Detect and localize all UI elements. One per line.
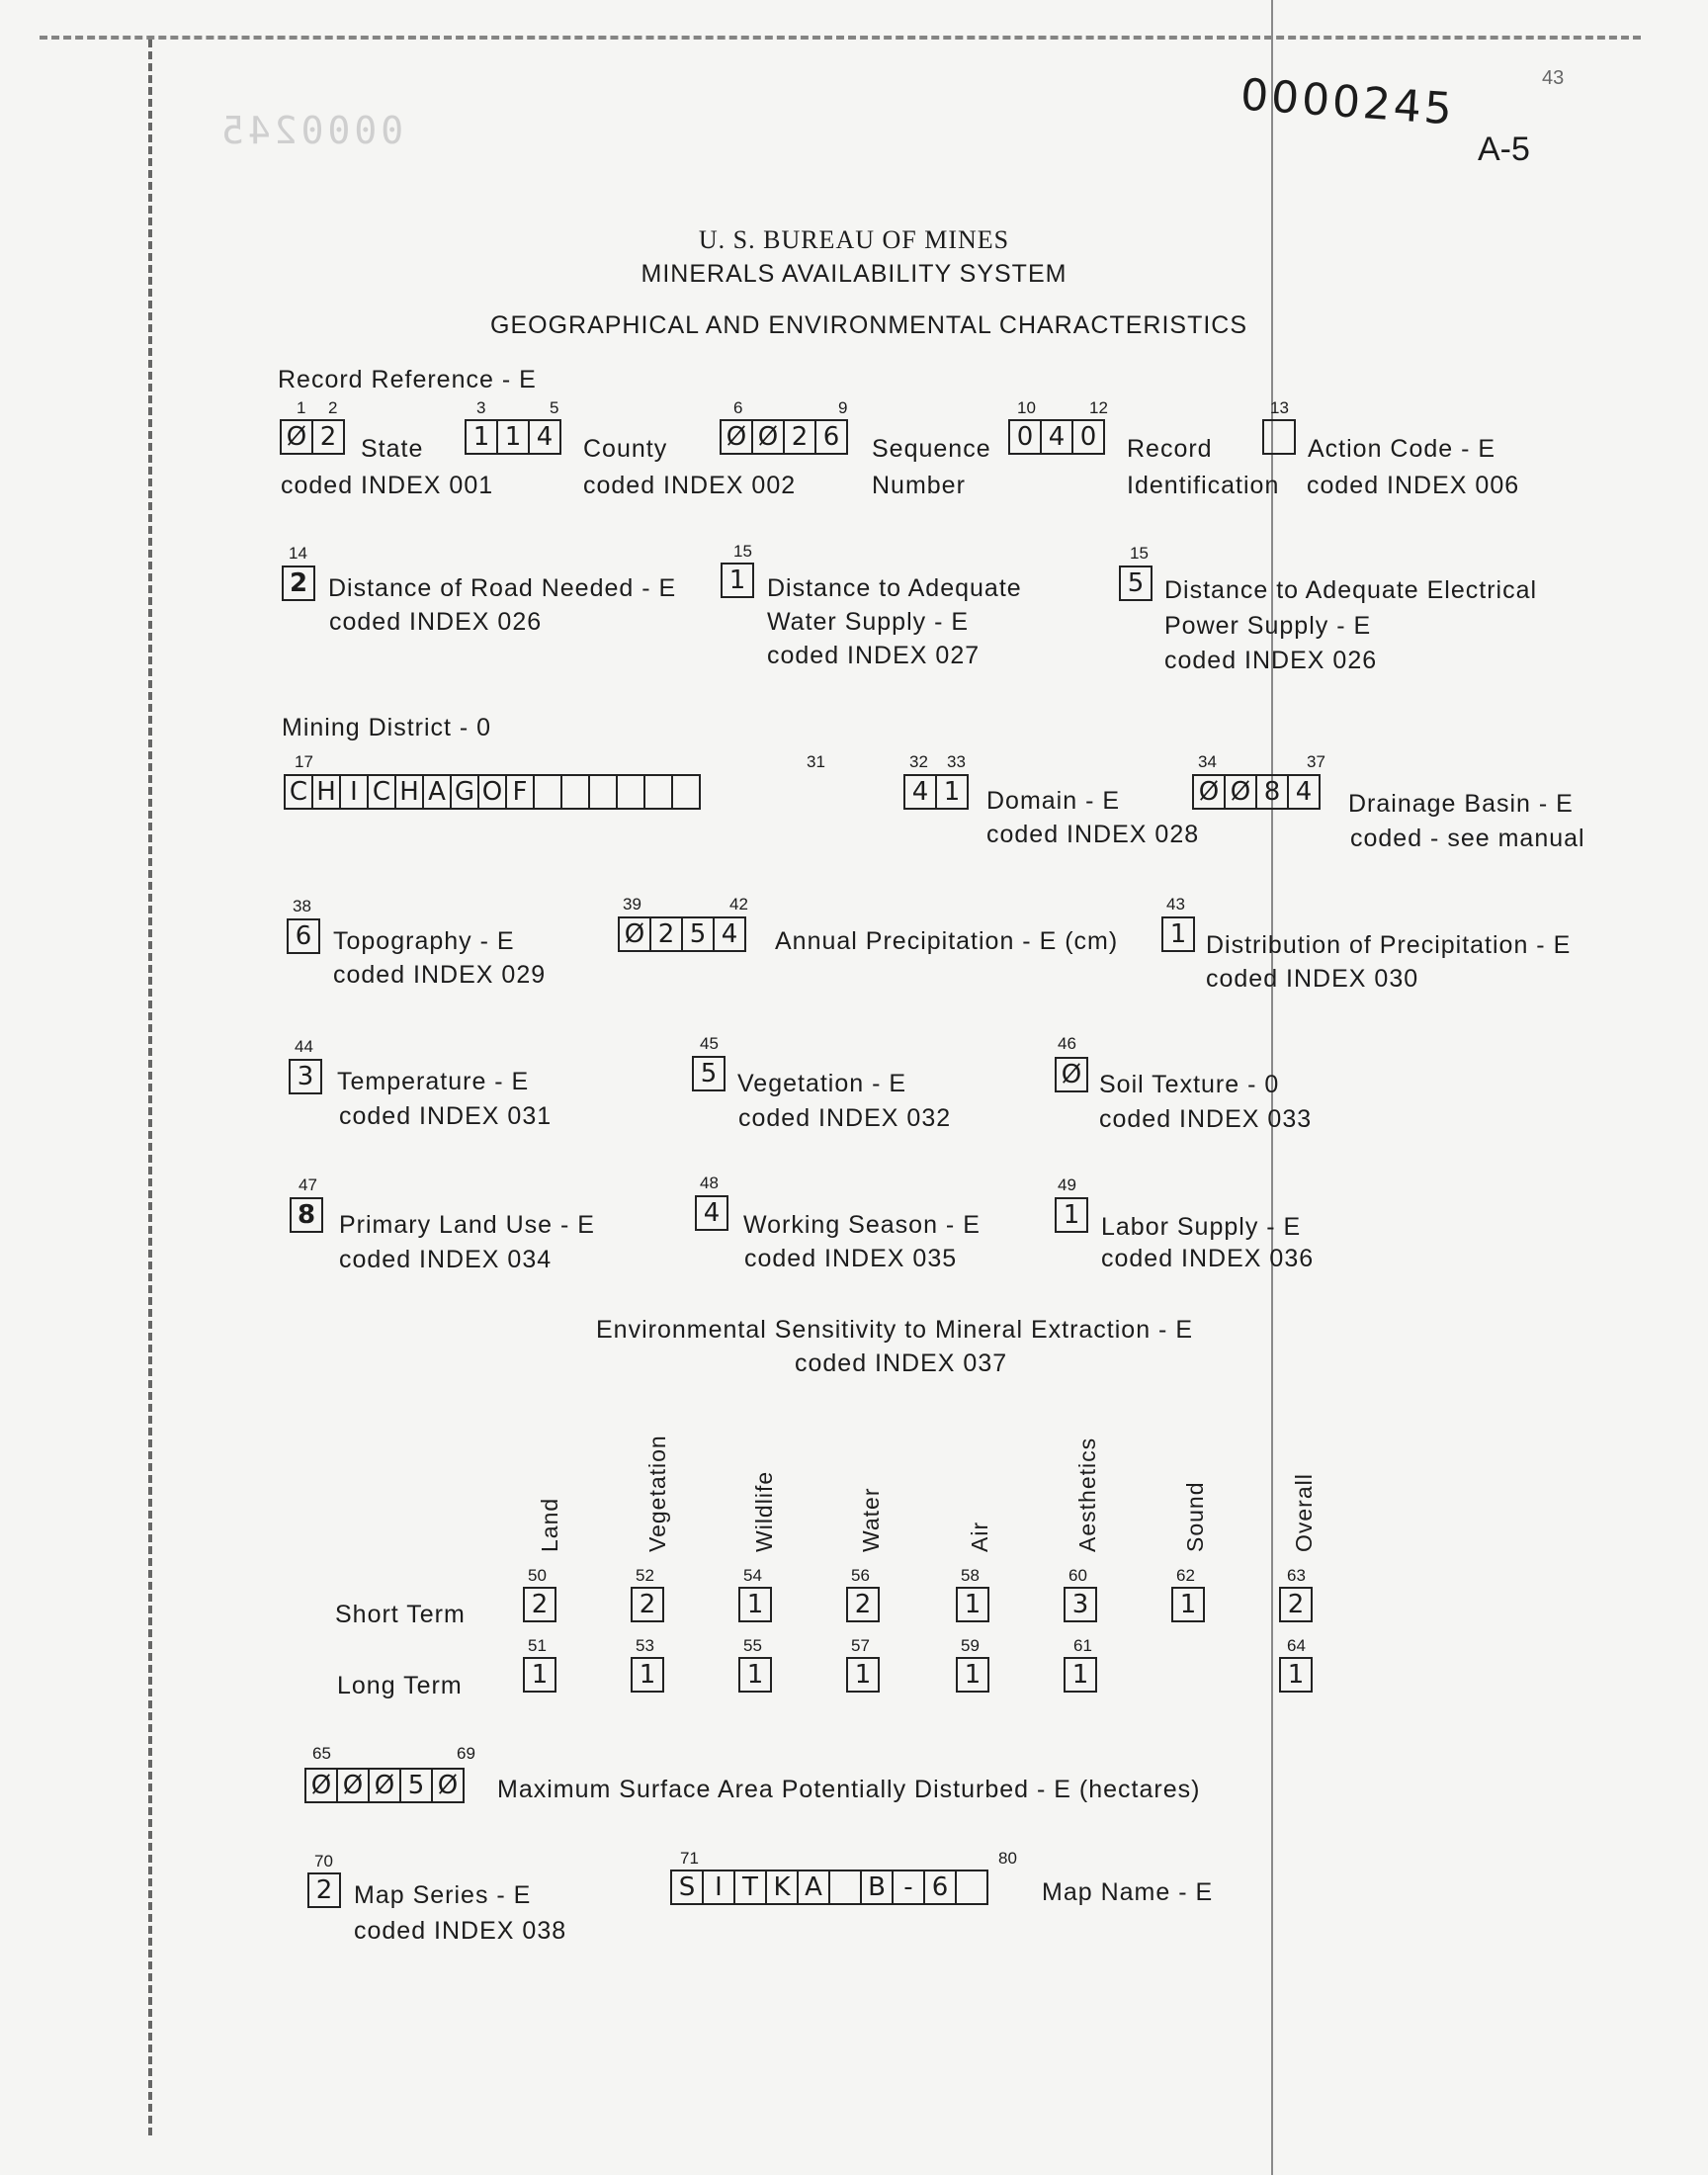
scan-edge-left <box>148 40 160 2135</box>
mining-district-label: Mining District - 0 <box>282 714 492 741</box>
labor-supply-coded: coded INDEX 036 <box>1101 1245 1315 1272</box>
col-number: 32 <box>909 752 928 771</box>
col-number: 6 <box>733 398 743 417</box>
column-header: Air <box>967 1521 992 1552</box>
char-cell[interactable]: 3 <box>1064 1587 1097 1622</box>
working-season-coded: coded INDEX 035 <box>744 1245 958 1272</box>
column-header: Aesthetics <box>1074 1436 1100 1552</box>
col-number: 34 <box>1198 752 1217 771</box>
col-number: 10 <box>1017 398 1036 417</box>
col-number: 51 <box>528 1636 547 1655</box>
action-code-label: Action Code - E <box>1308 435 1496 463</box>
char-cell[interactable]: Ø <box>304 1768 338 1803</box>
col-number: 45 <box>700 1034 719 1053</box>
water-distance-label: Water Supply - E <box>767 608 970 636</box>
labor-supply-label: Labor Supply - E <box>1101 1213 1302 1241</box>
char-cell[interactable]: 1 <box>1171 1587 1205 1622</box>
char-cell[interactable]: K <box>765 1870 799 1905</box>
char-cell[interactable]: O <box>477 774 507 810</box>
char-cell[interactable]: 1 <box>935 774 969 810</box>
power-distance-label: Power Supply - E <box>1164 612 1372 640</box>
drainage-basin-label: Drainage Basin - E <box>1348 790 1574 818</box>
county-field[interactable] <box>465 419 561 455</box>
col-number: 39 <box>623 895 641 914</box>
county-label: County <box>583 435 668 463</box>
char-cell[interactable]: 4 <box>713 916 746 952</box>
action-code-field[interactable] <box>1262 419 1296 455</box>
record-id-label: Identification <box>1127 472 1280 499</box>
char-cell[interactable]: 1 <box>1064 1657 1097 1693</box>
road-distance-label: Distance of Road Needed - E <box>328 574 677 602</box>
char-cell[interactable]: A <box>797 1870 830 1905</box>
map-series-field[interactable] <box>307 1872 341 1908</box>
char-cell[interactable]: Ø <box>1192 774 1226 810</box>
col-number: 56 <box>851 1566 870 1585</box>
col-number: 12 <box>1089 398 1108 417</box>
char-cell[interactable]: 8 <box>290 1197 323 1233</box>
col-number: 62 <box>1176 1566 1195 1585</box>
topography-field[interactable] <box>287 918 320 954</box>
column-header: Wildlife <box>751 1470 777 1552</box>
char-cell[interactable]: 1 <box>738 1587 772 1622</box>
col-number: 53 <box>636 1636 654 1655</box>
char-cell[interactable]: S <box>670 1870 704 1905</box>
char-cell[interactable]: C <box>367 774 396 810</box>
map-name-field[interactable] <box>670 1870 988 1905</box>
short-term-land[interactable] <box>523 1587 556 1622</box>
col-number: 63 <box>1287 1566 1306 1585</box>
char-cell[interactable] <box>955 1870 988 1905</box>
col-number: 47 <box>299 1175 317 1194</box>
record-reference-label: Record Reference - E <box>278 366 537 393</box>
col-number: 46 <box>1058 1034 1076 1053</box>
col-number: 17 <box>295 752 313 771</box>
sequence-label: Sequence <box>872 435 991 463</box>
col-number: 13 <box>1270 398 1289 417</box>
char-cell[interactable]: Ø <box>618 916 651 952</box>
col-number: 2 <box>328 398 338 417</box>
map-series-coded: coded INDEX 038 <box>354 1917 567 1945</box>
char-cell[interactable]: B <box>860 1870 894 1905</box>
col-number: 49 <box>1058 1175 1076 1194</box>
agency-title: U. S. BUREAU OF MINES <box>698 225 1010 254</box>
page-label: A-5 <box>1478 130 1530 168</box>
column-header: Land <box>537 1497 562 1552</box>
col-number: 64 <box>1287 1636 1306 1655</box>
col-number: 71 <box>680 1849 699 1868</box>
char-cell[interactable]: 4 <box>1287 774 1321 810</box>
char-cell[interactable]: 5 <box>399 1768 433 1803</box>
char-cell[interactable]: T <box>733 1870 767 1905</box>
col-number: 70 <box>314 1852 333 1870</box>
char-cell[interactable]: 5 <box>1119 566 1153 601</box>
land-use-coded: coded INDEX 034 <box>339 1246 553 1273</box>
char-cell[interactable]: C <box>284 774 313 810</box>
char-cell[interactable]: 2 <box>523 1587 556 1622</box>
long-term-overall[interactable] <box>1279 1657 1313 1693</box>
char-cell[interactable]: 1 <box>496 419 530 455</box>
short-term-vegetation[interactable] <box>631 1587 664 1622</box>
annual-precipitation-field[interactable] <box>618 916 746 952</box>
water-distance-field[interactable] <box>721 563 754 598</box>
precipitation-distribution-coded: coded INDEX 030 <box>1206 965 1419 993</box>
col-number: 15 <box>1130 544 1149 563</box>
char-cell[interactable]: Ø <box>280 419 313 455</box>
long-term-land[interactable] <box>523 1657 556 1693</box>
char-cell[interactable] <box>643 774 673 810</box>
char-cell[interactable]: 1 <box>523 1657 556 1693</box>
char-cell[interactable]: 2 <box>783 419 816 455</box>
col-number: 3 <box>476 398 486 417</box>
surface-area-label: Maximum Surface Area Potentially Disturbed - E (hectares) <box>497 1776 1201 1803</box>
char-cell[interactable]: - <box>892 1870 925 1905</box>
action-code-coded: coded INDEX 006 <box>1307 472 1520 499</box>
char-cell[interactable]: 1 <box>738 1657 772 1693</box>
char-cell[interactable]: I <box>702 1870 735 1905</box>
char-cell[interactable]: 1 <box>1161 916 1195 952</box>
long-term-water[interactable] <box>846 1657 880 1693</box>
col-number: 14 <box>289 544 307 563</box>
col-number: 43 <box>1166 895 1185 914</box>
col-number: 54 <box>743 1566 762 1585</box>
char-cell[interactable]: 3 <box>289 1059 322 1094</box>
char-cell[interactable]: Ø <box>336 1768 370 1803</box>
column-header: Overall <box>1291 1473 1317 1552</box>
corner-note: 43 <box>1542 67 1565 89</box>
form-title: GEOGRAPHICAL AND ENVIRONMENTAL CHARACTERISTICS <box>490 311 1248 339</box>
char-cell[interactable]: Ø <box>720 419 753 455</box>
char-cell[interactable]: 4 <box>903 774 937 810</box>
state-coded: coded INDEX 001 <box>281 472 494 499</box>
col-number: 55 <box>743 1636 762 1655</box>
mining-district-field[interactable] <box>284 774 701 810</box>
char-cell[interactable]: 1 <box>631 1657 664 1693</box>
domain-coded: coded INDEX 028 <box>986 821 1200 848</box>
char-cell[interactable]: F <box>505 774 535 810</box>
char-cell[interactable]: 4 <box>528 419 561 455</box>
bleed-through-number: 0000245 <box>217 109 404 152</box>
water-distance-label: Distance to Adequate <box>767 574 1022 602</box>
char-cell[interactable]: 8 <box>1255 774 1289 810</box>
char-cell[interactable]: 2 <box>649 916 683 952</box>
char-cell[interactable]: H <box>311 774 341 810</box>
system-title: MINERALS AVAILABILITY SYSTEM <box>640 260 1068 288</box>
labor-supply-field[interactable] <box>1055 1197 1088 1233</box>
char-cell[interactable] <box>560 774 590 810</box>
land-use-label: Primary Land Use - E <box>339 1211 595 1239</box>
col-number: 48 <box>700 1174 719 1192</box>
vegetation-coded: coded INDEX 032 <box>738 1104 952 1132</box>
col-number: 50 <box>528 1566 547 1585</box>
char-cell[interactable]: 2 <box>282 566 315 601</box>
long-term-label: Long Term <box>337 1672 463 1699</box>
working-season-label: Working Season - E <box>743 1211 981 1239</box>
col-number: 31 <box>807 752 825 771</box>
water-distance-coded: coded INDEX 027 <box>767 642 981 669</box>
map-name-label: Map Name - E <box>1042 1878 1214 1906</box>
domain-field[interactable] <box>903 774 969 810</box>
col-number: 5 <box>550 398 559 417</box>
char-cell[interactable] <box>588 774 618 810</box>
topography-label: Topography - E <box>333 927 515 955</box>
char-cell[interactable]: I <box>339 774 369 810</box>
char-cell[interactable]: 6 <box>287 918 320 954</box>
col-number: 61 <box>1073 1636 1092 1655</box>
power-distance-label: Distance to Adequate Electrical <box>1164 576 1538 604</box>
power-distance-field[interactable] <box>1119 566 1153 601</box>
map-series-label: Map Series - E <box>354 1881 532 1909</box>
soil-texture-label: Soil Texture - 0 <box>1099 1071 1280 1098</box>
char-cell[interactable]: 0 <box>1008 419 1042 455</box>
char-cell[interactable]: 0 <box>1071 419 1105 455</box>
char-cell[interactable]: 1 <box>465 419 498 455</box>
short-term-label: Short Term <box>335 1601 466 1628</box>
long-term-aesthetics[interactable] <box>1064 1657 1097 1693</box>
precipitation-distribution-field[interactable] <box>1161 916 1195 952</box>
short-term-sound[interactable] <box>1171 1587 1205 1622</box>
temperature-field[interactable] <box>289 1059 322 1094</box>
power-distance-coded: coded INDEX 026 <box>1164 647 1378 674</box>
col-number: 37 <box>1307 752 1325 771</box>
char-cell[interactable] <box>1262 419 1296 455</box>
sensitivity-title: Environmental Sensitivity to Mineral Extraction - E <box>596 1316 1193 1344</box>
sequence-label: Number <box>872 472 966 499</box>
col-number: 15 <box>733 542 752 561</box>
soil-texture-field[interactable] <box>1055 1057 1088 1092</box>
col-number: 9 <box>838 398 848 417</box>
col-number: 42 <box>729 895 748 914</box>
char-cell[interactable] <box>616 774 645 810</box>
char-cell[interactable]: Ø <box>431 1768 465 1803</box>
annual-precipitation-label: Annual Precipitation - E (cm) <box>775 927 1119 955</box>
char-cell[interactable] <box>828 1870 862 1905</box>
scan-edge-top <box>40 36 1641 45</box>
col-number: 44 <box>295 1037 313 1056</box>
topography-coded: coded INDEX 029 <box>333 961 547 989</box>
county-coded: coded INDEX 002 <box>583 472 797 499</box>
col-number: 58 <box>961 1566 980 1585</box>
road-distance-field[interactable] <box>282 566 315 601</box>
char-cell[interactable]: Ø <box>1055 1057 1088 1092</box>
state-field[interactable] <box>280 419 345 455</box>
col-number: 80 <box>998 1849 1017 1868</box>
char-cell[interactable] <box>533 774 562 810</box>
column-header: Sound <box>1182 1481 1208 1552</box>
road-distance-coded: coded INDEX 026 <box>329 608 543 636</box>
state-label: State <box>361 435 424 463</box>
long-term-vegetation[interactable] <box>631 1657 664 1693</box>
char-cell[interactable]: 1 <box>1055 1197 1088 1233</box>
col-number: 65 <box>312 1744 331 1763</box>
sequence-field[interactable] <box>720 419 848 455</box>
char-cell[interactable]: 5 <box>692 1056 726 1091</box>
char-cell[interactable] <box>671 774 701 810</box>
col-number: 38 <box>293 897 311 915</box>
col-number: 60 <box>1068 1566 1087 1585</box>
precipitation-distribution-label: Distribution of Precipitation - E <box>1206 931 1572 959</box>
vegetation-field[interactable] <box>692 1056 726 1091</box>
col-number: 57 <box>851 1636 870 1655</box>
drainage-basin-field[interactable] <box>1192 774 1321 810</box>
char-cell[interactable]: 1 <box>721 563 754 598</box>
char-cell[interactable]: 4 <box>695 1195 728 1231</box>
short-term-overall[interactable] <box>1279 1587 1313 1622</box>
document-number: 0000245 <box>1238 69 1457 135</box>
char-cell[interactable]: 1 <box>956 1587 989 1622</box>
char-cell[interactable]: 1 <box>956 1657 989 1693</box>
long-term-air[interactable] <box>956 1657 989 1693</box>
char-cell[interactable]: G <box>450 774 479 810</box>
short-term-water[interactable] <box>846 1587 880 1622</box>
working-season-field[interactable] <box>695 1195 728 1231</box>
char-cell[interactable]: 2 <box>311 419 345 455</box>
char-cell[interactable]: 2 <box>307 1872 341 1908</box>
short-term-air[interactable] <box>956 1587 989 1622</box>
char-cell[interactable]: 1 <box>846 1657 880 1693</box>
vegetation-label: Vegetation - E <box>737 1070 907 1097</box>
record-id-field[interactable] <box>1008 419 1105 455</box>
col-number: 33 <box>947 752 966 771</box>
drainage-basin-coded: coded - see manual <box>1350 825 1585 852</box>
char-cell[interactable]: Ø <box>368 1768 401 1803</box>
surface-area-field[interactable] <box>304 1768 465 1803</box>
sensitivity-coded: coded INDEX 037 <box>795 1349 1008 1377</box>
column-header: Vegetation <box>644 1435 670 1552</box>
col-number: 59 <box>961 1636 980 1655</box>
domain-label: Domain - E <box>986 787 1121 815</box>
char-cell[interactable]: 4 <box>1040 419 1073 455</box>
char-cell[interactable]: 2 <box>846 1587 880 1622</box>
col-number: 52 <box>636 1566 654 1585</box>
temperature-coded: coded INDEX 031 <box>339 1102 553 1130</box>
land-use-field[interactable] <box>290 1197 323 1233</box>
char-cell[interactable]: H <box>394 774 424 810</box>
col-number: 1 <box>297 398 306 417</box>
char-cell[interactable]: 1 <box>1279 1657 1313 1693</box>
record-id-label: Record <box>1127 435 1213 463</box>
column-header: Water <box>858 1487 884 1552</box>
temperature-label: Temperature - E <box>337 1068 530 1095</box>
soil-texture-coded: coded INDEX 033 <box>1099 1105 1313 1133</box>
char-cell[interactable]: 5 <box>681 916 715 952</box>
char-cell[interactable]: 6 <box>923 1870 957 1905</box>
char-cell[interactable]: Ø <box>1224 774 1257 810</box>
char-cell[interactable]: 6 <box>814 419 848 455</box>
char-cell[interactable]: 2 <box>631 1587 664 1622</box>
short-term-aesthetics[interactable] <box>1064 1587 1097 1622</box>
long-term-wildlife[interactable] <box>738 1657 772 1693</box>
short-term-wildlife[interactable] <box>738 1587 772 1622</box>
char-cell[interactable]: Ø <box>751 419 785 455</box>
char-cell[interactable]: 2 <box>1279 1587 1313 1622</box>
col-number: 69 <box>457 1744 475 1763</box>
char-cell[interactable]: A <box>422 774 452 810</box>
